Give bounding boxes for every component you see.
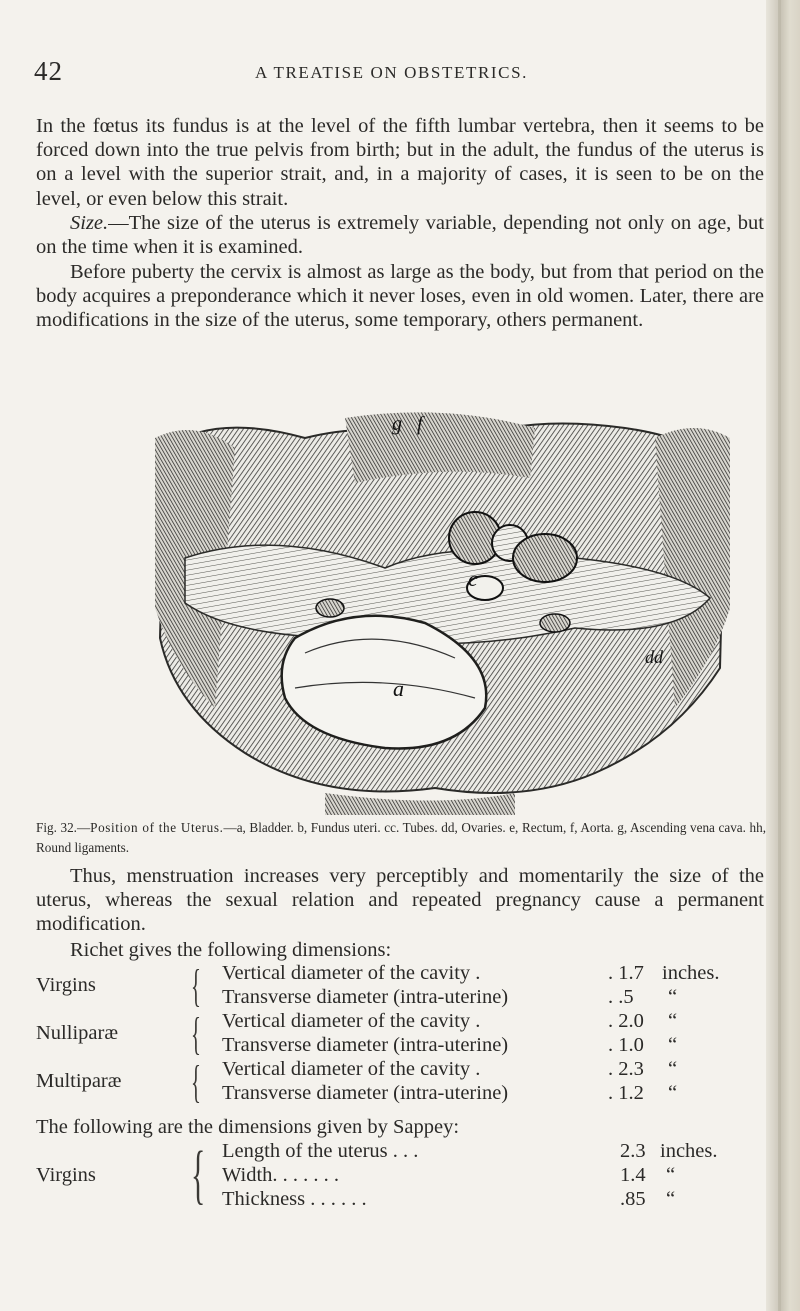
page-header xyxy=(0,56,780,86)
row-desc: Transverse diameter (intra-uterine) xyxy=(222,1034,509,1056)
row-unit: “ xyxy=(666,1164,676,1186)
row-desc: Length of the uterus . . . xyxy=(222,1140,419,1162)
group-label: Nulliparæ xyxy=(36,1022,118,1044)
richet-group-multiparae xyxy=(36,1058,776,1106)
paragraph-menstruation: Thus, menstruation increases very perceptibly and momentarily the size of the uterus, whereas the sexual relation and repeated pregnancy cause a permanent modification. xyxy=(36,865,764,936)
brace: { xyxy=(191,1008,201,1059)
richet-group-nulliparae xyxy=(36,1010,776,1058)
sappey-intro: The following are the dimensions given by Sappey: xyxy=(36,1116,460,1138)
table-row xyxy=(36,1140,776,1164)
figure-letter-c: c xyxy=(468,566,478,591)
size-heading: Size. xyxy=(70,212,109,234)
row-unit: “ xyxy=(666,1188,676,1210)
caption-title: Position of the Uterus. xyxy=(90,820,224,835)
table-row xyxy=(36,1058,776,1082)
row-unit: “ xyxy=(668,1010,678,1032)
table-row xyxy=(36,1082,776,1106)
uterus-engraving xyxy=(155,408,730,815)
row-desc: Vertical diameter of the cavity . xyxy=(222,1010,481,1032)
paragraph-puberty: Before puberty the cervix is almost as large as the body, but from that period on the body acquires a preponderance which it never loses, even in old women. Later, there are modifications in the size of the uterus, some temporary, others permanent. xyxy=(36,261,764,332)
figure-letter-a: a xyxy=(393,676,404,701)
table-row xyxy=(36,1164,776,1188)
table-row xyxy=(36,1034,776,1058)
figure-letter-g: g xyxy=(392,413,402,435)
row-value: 2.3 xyxy=(620,1140,646,1162)
caption-prefix: Fig. 32.— xyxy=(36,820,91,835)
row-unit: “ xyxy=(668,986,678,1008)
brace: { xyxy=(191,1138,206,1211)
paragraph-size xyxy=(36,211,764,259)
row-desc: Vertical diameter of the cavity . xyxy=(222,1058,481,1080)
row-value: . 2.3 xyxy=(608,1058,644,1080)
table-row xyxy=(36,1010,776,1034)
paragraph-fundus: In the fœtus its fundus is at the level of the fifth lumbar vertebra, then it seems to be forced down into the true pelvis from birth; but in the adult, the fundus of the uterus is on a level with the superior strait, and, in a majority of cases, it is seen to be on the level, or even below this strait. xyxy=(36,115,764,210)
row-value: .85 xyxy=(620,1188,646,1210)
row-desc: Transverse diameter (intra-uterine) xyxy=(222,1082,509,1104)
uterus-position-figure xyxy=(155,408,730,815)
table-row xyxy=(36,962,776,986)
row-value: . 1.0 xyxy=(608,1034,644,1056)
row-desc: Transverse diameter (intra-uterine) xyxy=(222,986,509,1008)
table-row xyxy=(36,1188,776,1212)
figure-letter-dd: dd xyxy=(645,647,663,667)
figure-letter-f: f xyxy=(417,413,423,435)
row-desc: Width. . . . . . . xyxy=(222,1164,340,1186)
sappey-group-virgins xyxy=(36,1140,776,1212)
brace: { xyxy=(191,960,201,1011)
row-desc: Thickness . . . . . . xyxy=(222,1188,367,1210)
caption-body: —a, Bladder. b, Fundus uteri. cc. Tubes. dd, Ovaries. e, Rectum, f, Aorta. g, Ascending vena cava. hh, Round ligaments. xyxy=(36,820,767,855)
row-value: 1.4 xyxy=(620,1164,646,1186)
running-title: A TREATISE ON OBSTETRICS. xyxy=(255,63,528,82)
page-number: 42 xyxy=(34,56,63,86)
row-value: . 1.7 xyxy=(608,962,644,984)
richet-group-virgins xyxy=(36,962,776,1010)
group-label: Multiparæ xyxy=(36,1070,122,1092)
table-row xyxy=(36,986,776,1010)
figure-caption xyxy=(36,818,766,858)
row-unit: “ xyxy=(668,1058,678,1080)
row-value: . 1.2 xyxy=(608,1082,644,1104)
group-label: Virgins xyxy=(36,974,96,996)
row-unit: inches. xyxy=(660,1140,718,1162)
row-unit: “ xyxy=(668,1034,678,1056)
row-unit: inches. xyxy=(662,962,720,984)
richet-intro: Richet gives the following dimensions: xyxy=(70,939,392,961)
brace: { xyxy=(191,1056,201,1107)
paragraph-size-text: —The size of the uterus is extremely variable, depending not only on age, but on the time when it is examined. xyxy=(36,212,764,259)
row-value: . 2.0 xyxy=(608,1010,644,1032)
row-desc: Vertical diameter of the cavity . xyxy=(222,962,481,984)
group-label: Virgins xyxy=(36,1164,96,1186)
row-value: . .5 xyxy=(608,986,634,1008)
page-edge xyxy=(766,0,800,1311)
row-unit: “ xyxy=(668,1082,678,1104)
